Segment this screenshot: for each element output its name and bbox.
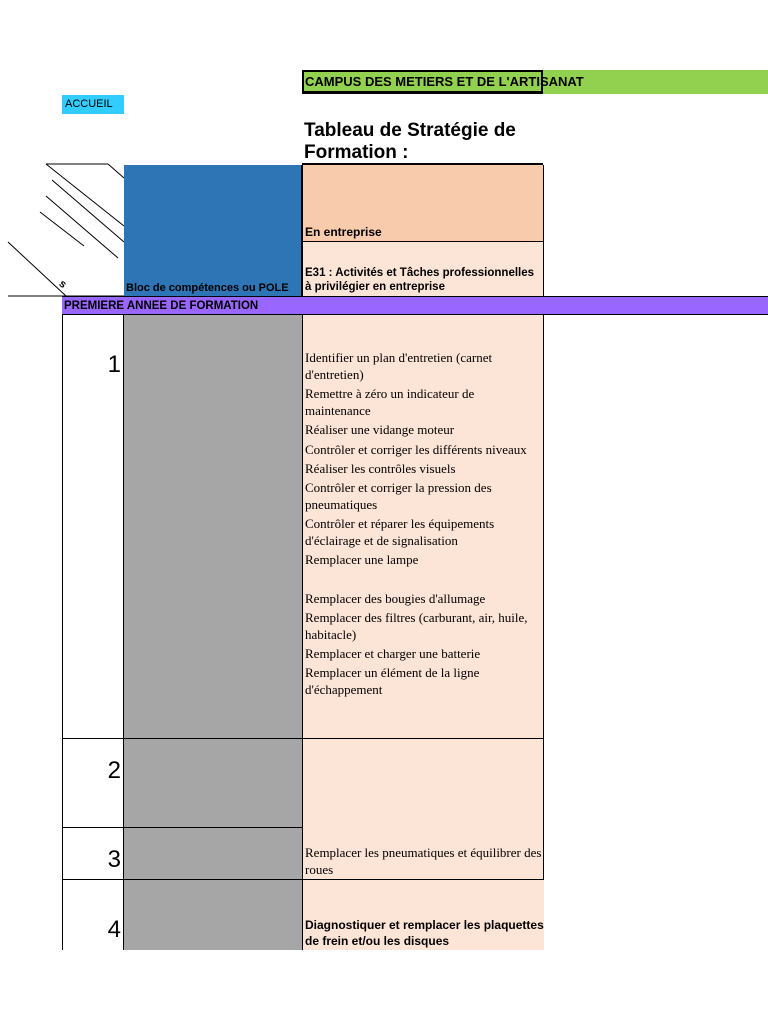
campus-title: CAMPUS DES METIERS ET DE L'ARTISANAT	[302, 70, 543, 94]
pole-header-label: Bloc de compétences ou POLE	[126, 282, 289, 294]
task-item: Remplacer un élément de la ligne d'échappement	[305, 665, 480, 698]
e31-column-header	[302, 242, 544, 296]
competence-block-cell	[124, 880, 302, 950]
task-item: Identifier un plan d'entretien (carnet d'entretien)	[305, 350, 493, 382]
pole-column-header	[124, 165, 302, 296]
competence-block-cell	[124, 739, 302, 828]
task-cell	[302, 739, 544, 828]
entreprise-column-header	[302, 165, 544, 242]
task-cell	[302, 828, 544, 880]
task-item: Remettre à zéro un indicateur de maintenance	[305, 386, 475, 419]
task-item: Remplacer une lampe	[305, 552, 419, 568]
task-item: Remplacer les pneumatiques et équilibrer des roues	[305, 845, 542, 877]
accueil-link[interactable]: ACCUEIL	[62, 95, 124, 114]
row-number: 3	[107, 846, 121, 873]
task-cell	[302, 315, 544, 739]
task-item: Contrôler et corriger les différents niveaux	[305, 441, 527, 457]
task-item: Remplacer des bougies d'allumage	[305, 590, 486, 606]
row-number-cell	[62, 880, 124, 950]
row-number: 2	[107, 757, 121, 784]
entreprise-header-label: En entreprise	[305, 225, 382, 239]
task-item: Diagnostiquer et remplacer les plaquettes de frein et/ou les disques	[305, 918, 544, 948]
strategy-title: Tableau de Stratégie de Formation :	[304, 120, 516, 163]
task-item: Réaliser les contrôles visuels	[305, 460, 456, 476]
task-item: Réaliser une vidange moteur	[305, 422, 455, 438]
task-item	[305, 571, 543, 588]
year-banner: PREMIERE ANNEE DE FORMATION	[62, 296, 768, 315]
row-number-cell	[62, 315, 124, 739]
row-number-cell	[62, 739, 124, 828]
competence-block-cell	[124, 315, 302, 739]
competence-block-cell	[124, 828, 302, 880]
task-cell	[302, 880, 544, 950]
diagonal-header-cell	[8, 164, 124, 296]
row-number: 1	[107, 351, 121, 378]
task-item: Contrôler et corriger la pression des pneumatiques	[305, 479, 492, 512]
task-item: Remplacer des filtres (carburant, air, huile, habitacle)	[305, 609, 528, 642]
row-number-cell	[62, 828, 124, 880]
e31-header-label: E31 : Activités et Tâches professionnelles à privilégier en entreprise	[305, 267, 535, 293]
task-item: Contrôler et réparer les équipements d'éclairage et de signalisation	[305, 516, 495, 549]
diagonal-fragment: s	[56, 277, 69, 291]
task-item: Remplacer et charger une batterie	[305, 646, 481, 662]
row-number: 4	[107, 916, 121, 943]
